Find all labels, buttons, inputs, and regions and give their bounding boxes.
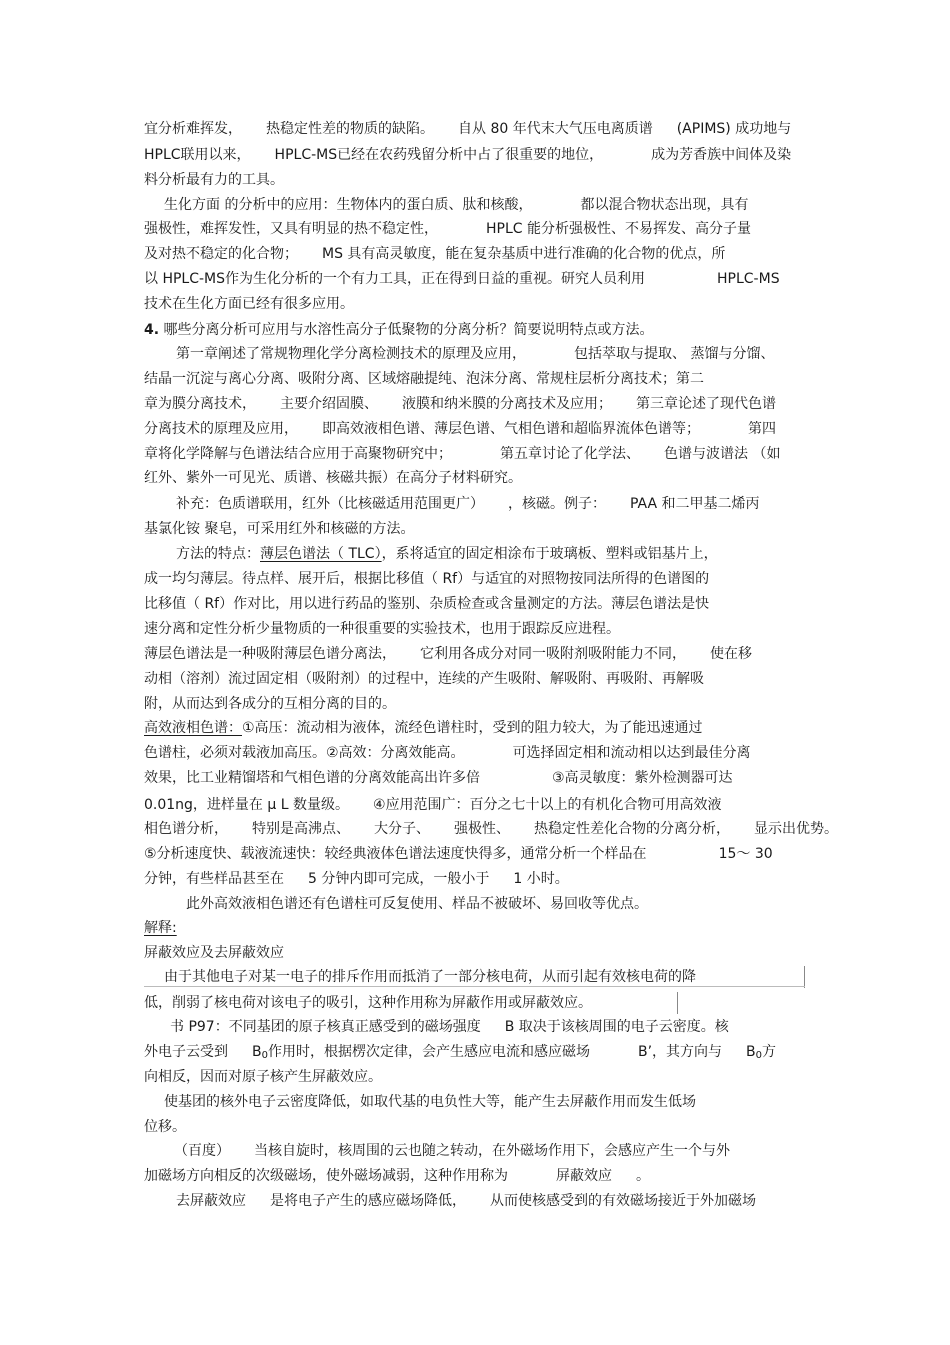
text-line: 书 P97：不同基团的原子核真正感受到的磁场强度 B 取决于该核周围的电子云密度。核 bbox=[170, 1019, 729, 1035]
text-line: 生化方面 的分析中的应用：生物体内的蛋白质、肽和核酸， 都以混合物状态出现，具有 bbox=[164, 197, 749, 213]
section-heading: 解释: bbox=[144, 920, 177, 936]
text-line: 外电子云受到 $B_0$作用时，根据楞次定律，会产生感应电流和感应磁场 B’，其方向与 $B_0$方 bbox=[144, 1044, 777, 1061]
text-line: 相色谱分析， 特别是高沸点、 大分子、 强极性、 热稳定性差化合物的分离分析， 显示出优势。 bbox=[144, 821, 838, 837]
text-line: 料分析最有力的工具。 bbox=[144, 172, 284, 188]
text-line: 附，从而达到各成分的互相分离的目的。 bbox=[144, 696, 396, 712]
text-line: 薄层色谱法是一种吸附薄层色谱分离法， 它利用各成分对同一吸附剂吸附能力不同， 使在移 bbox=[144, 646, 752, 662]
text-line: 动相（溶剂）流过固定相（吸附剂）的过程中，连续的产生吸附、解吸附、再吸附、再解吸 bbox=[144, 671, 704, 687]
text-line: 色谱柱，必须对载液加高压。②高效：分离效能高。 可选择固定相和流动相以达到最佳分离 bbox=[144, 745, 751, 761]
text-line: 技术在生化方面已经有很多应用。 bbox=[144, 296, 354, 312]
text-line: 基氯化铵 聚皂，可采用红外和核磁的方法。 bbox=[144, 521, 415, 537]
text-line: 章将化学降解与色谱法结合应用于高聚物研究中； 第五章讨论了化学法、 色谱与波谱法 （如 bbox=[144, 446, 781, 462]
text-line: 效果，比工业精馏塔和气相色谱的分离效能高出许多倍 ③高灵敏度：紫外检测器可达 bbox=[144, 770, 733, 786]
text-line: 高效液相色谱：①高压：流动相为液体，流经色谱柱时，受到的阻力较大，为了能迅速通过 bbox=[144, 720, 703, 736]
text-line: ⑤分析速度快、载液流速快：较经典液体色谱法速度快得多，通常分析一个样品在 15～ 30 bbox=[144, 846, 773, 862]
margin-bracket bbox=[677, 992, 678, 1014]
text-line: 加磁场方向相反的次级磁场，使外磁场减弱，这种作用称为 屏蔽效应 。 bbox=[144, 1168, 650, 1184]
margin-bracket bbox=[144, 986, 805, 987]
text-line: 位移。 bbox=[144, 1119, 186, 1135]
margin-bracket bbox=[804, 966, 805, 988]
text-line: 低，削弱了核电荷对该电子的吸引，这种作用称为屏蔽作用或屏蔽效应。 bbox=[144, 995, 592, 1011]
text-line: 比移值（ Rf）作对比，用以进行药品的鉴别、杂质检查或含量测定的方法。薄层色谱法是快 bbox=[144, 596, 710, 612]
text-line: 第一章阐述了常规物理化学分离检测技术的原理及应用， 包括萃取与提取、 蒸馏与分馏、 bbox=[176, 346, 775, 362]
text-line: 以 HPLC-MS作为生化分析的一个有力工具，正在得到日益的重视。研究人员利用 HPLC-MS bbox=[144, 271, 780, 287]
text-line: 分离技术的原理及应用， 即高效液相色谱、薄层色谱、气相色谱和超临界流体色谱等； 第四 bbox=[144, 421, 776, 437]
text-line: 向相反，因而对原子核产生屏蔽效应。 bbox=[144, 1069, 382, 1085]
text-line: 方法的特点：薄层色谱法（ TLC），系将适宜的固定相涂布于玻璃板、塑料或铝基片上， bbox=[176, 546, 718, 562]
text-line: 成一均匀薄层。待点样、展开后，根据比移值（ Rf）与适宜的对照物按同法所得的色谱图的 bbox=[144, 571, 710, 587]
text-line: 此外高效液相色谱还有色谱柱可反复使用、样品不被破坏、易回收等优点。 bbox=[186, 896, 648, 912]
section-title: 屏蔽效应及去屏蔽效应 bbox=[144, 945, 284, 961]
text-line: 强极性，难挥发性，又具有明显的热不稳定性， HPLC 能分析强极性、不易挥发、高分子量 bbox=[144, 221, 751, 237]
question-heading: 4. 哪些分离分析可应用与水溶性高分子低聚物的分离分析？简要说明特点或方法。 bbox=[144, 322, 654, 338]
text-line: 0.01ng，进样量在 μ L 数量级。 ④应用范围广：百分之七十以上的有机化合物可用高效液 bbox=[144, 797, 722, 813]
text-line: 使基团的核外电子云密度降低，如取代基的电负性大等，能产生去屏蔽作用而发生低场 bbox=[164, 1094, 696, 1110]
text-line: 分钟，有些样品甚至在 5 分钟内即可完成，一般小于 1 小时。 bbox=[144, 871, 569, 887]
text-line: 章为膜分离技术， 主要介绍固膜、 液膜和纳米膜的分离技术及应用； 第三章论述了现代色谱 bbox=[144, 396, 776, 412]
text-line: HPLC联用以来， HPLC-MS已经在农药残留分析中占了很重要的地位， 成为芳香族中间体及染 bbox=[144, 147, 792, 163]
text-line: 红外、紫外一可见光、质谱、核磁共振）在高分子材料研究。 bbox=[144, 470, 522, 486]
text-line: 补充：色质谱联用，红外（比核磁适用范围更广） ，核磁。例子： PAA 和二甲基二烯丙 bbox=[176, 496, 760, 512]
text-line: （百度） 当核自旋时，核周围的云也随之转动，在外磁场作用下，会感应产生一个与外 bbox=[174, 1143, 730, 1159]
text-line: 去屏蔽效应 是将电子产生的感应磁场降低， 从而使核感受到的有效磁场接近于外加磁场 bbox=[176, 1193, 756, 1209]
text-line: 由于其他电子对某一电子的排斥作用而抵消了一部分核电荷，从而引起有效核电荷的降 bbox=[164, 969, 696, 985]
text-line: 结晶一沉淀与离心分离、吸附分离、区域熔融提纯、泡沫分离、常规柱层析分离技术；第二 bbox=[144, 371, 704, 387]
text-line: 及对热不稳定的化合物； MS 具有高灵敏度，能在复杂基质中进行准确的化合物的优点，所 bbox=[144, 246, 726, 262]
text-line: 速分离和定性分析少量物质的一种很重要的实验技术，也用于跟踪反应进程。 bbox=[144, 621, 620, 637]
text-line: 宜分析难挥发， 热稳定性差的物质的缺陷。 自从 80 年代末大气压电离质谱 (APIMS) 成功地与 bbox=[144, 121, 792, 137]
